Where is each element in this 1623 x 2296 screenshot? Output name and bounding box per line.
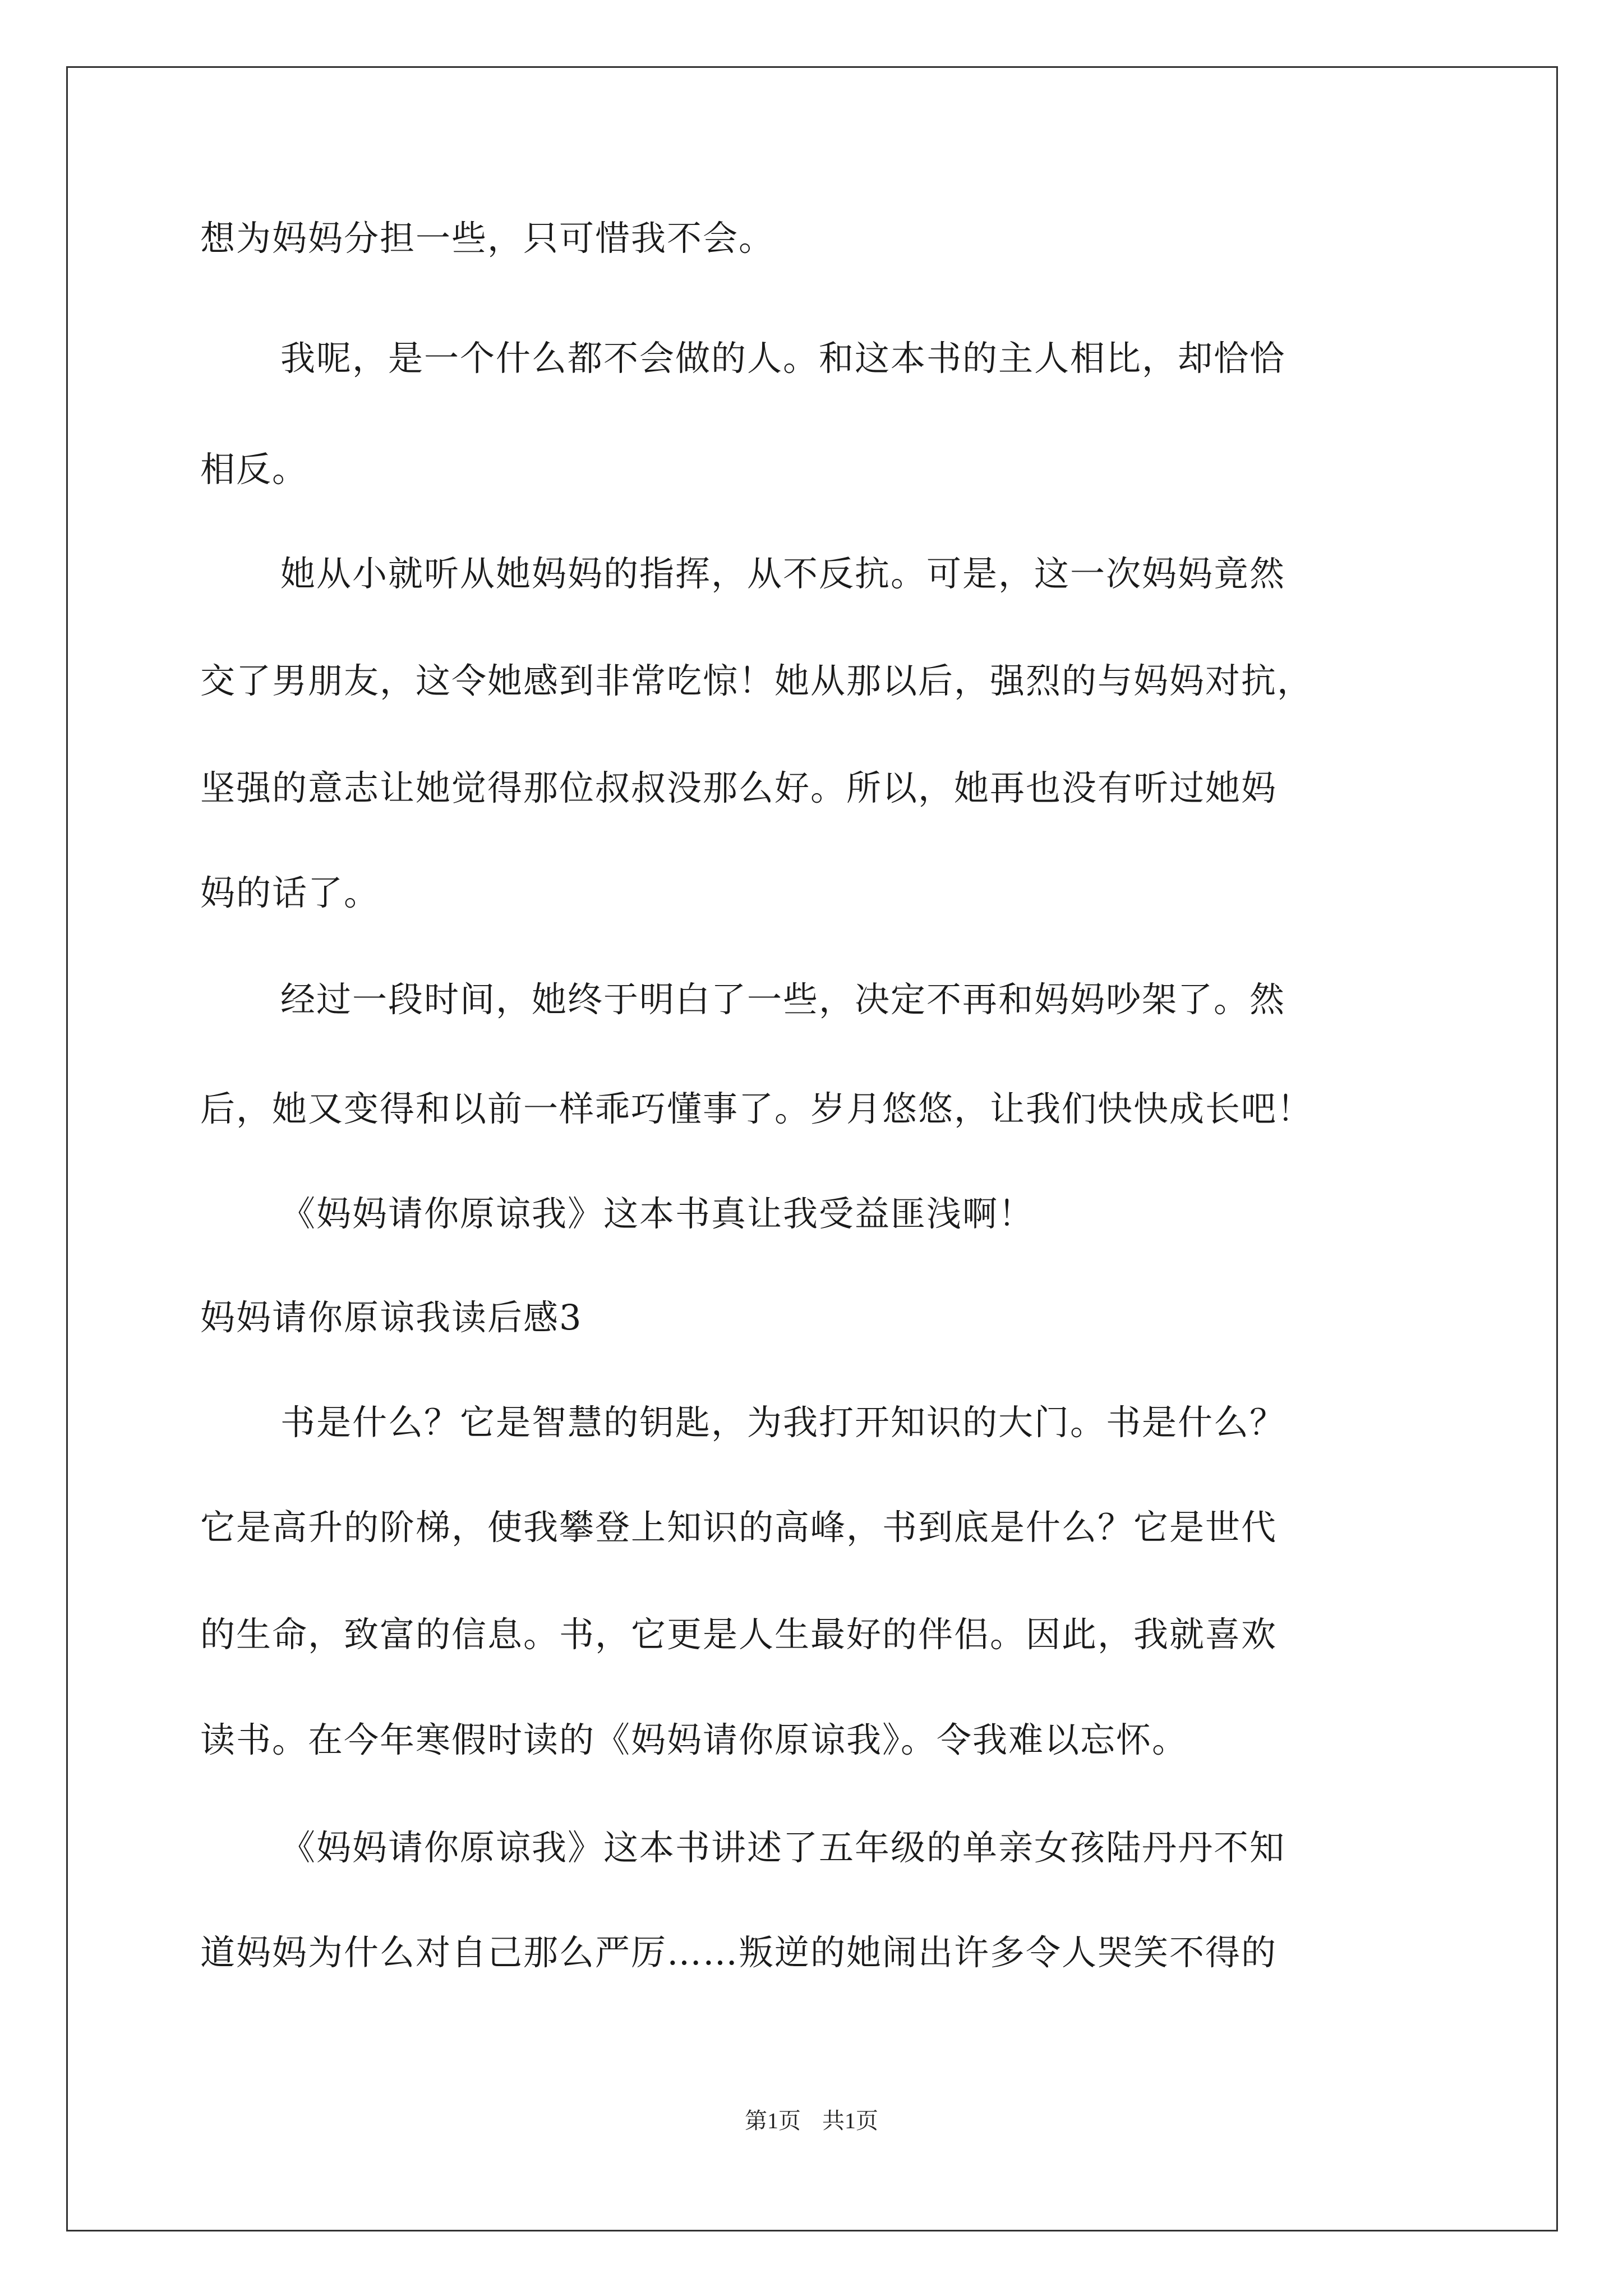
- text-line: 后，她又变得和以前一样乖巧懂事了。岁月悠悠，让我们快快成长吧！: [200, 1088, 1313, 1129]
- text-line: 想为妈妈分担一些，只可惜我不会。: [200, 218, 775, 259]
- page-total: 共1页: [822, 2108, 878, 2133]
- paragraph-line: 经过一段时间，她终于明白了一些，决定不再和妈妈吵架了。然: [280, 979, 1286, 1020]
- page-number: 第1页: [745, 2108, 801, 2133]
- text-line: 道妈妈为什么对自己那么严厉……叛逆的她闹出许多令人哭笑不得的: [200, 1932, 1278, 1973]
- paragraph-line: 我呢，是一个什么都不会做的人。和这本书的主人相比，却恰恰: [280, 338, 1286, 379]
- text-line: 相反。: [200, 449, 308, 490]
- text-line: 的生命，致富的信息。书，它更是人生最好的伴侣。因此，我就喜欢: [200, 1614, 1278, 1655]
- text-line: 坚强的意志让她觉得那位叔叔没那么好。所以，她再也没有听过她妈: [200, 767, 1278, 808]
- paragraph-line: 《妈妈请你原谅我》这本书真让我受益匪浅啊！: [280, 1193, 1035, 1234]
- page-border: [66, 66, 1558, 2231]
- text-line: 读书。在今年寒假时读的《妈妈请你原谅我》。令我难以忘怀。: [200, 1719, 1188, 1760]
- section-heading: 妈妈请你原谅我读后感3: [200, 1297, 583, 1338]
- text-line: 它是高升的阶梯，使我攀登上知识的高峰，书到底是什么？它是世代: [200, 1507, 1278, 1548]
- paragraph-line: 《妈妈请你原谅我》这本书讲述了五年级的单亲女孩陆丹丹不知: [280, 1827, 1286, 1868]
- paragraph-line: 书是什么？它是智慧的钥匙，为我打开知识的大门。书是什么？: [280, 1402, 1286, 1443]
- text-line: 交了男朋友，这令她感到非常吃惊！她从那以后，强烈的与妈妈对抗，: [200, 660, 1313, 701]
- paragraph-line: 她从小就听从她妈妈的指挥，从不反抗。可是，这一次妈妈竟然: [280, 553, 1286, 594]
- page-footer: [0, 2107, 1623, 2135]
- text-line: 妈的话了。: [200, 872, 380, 913]
